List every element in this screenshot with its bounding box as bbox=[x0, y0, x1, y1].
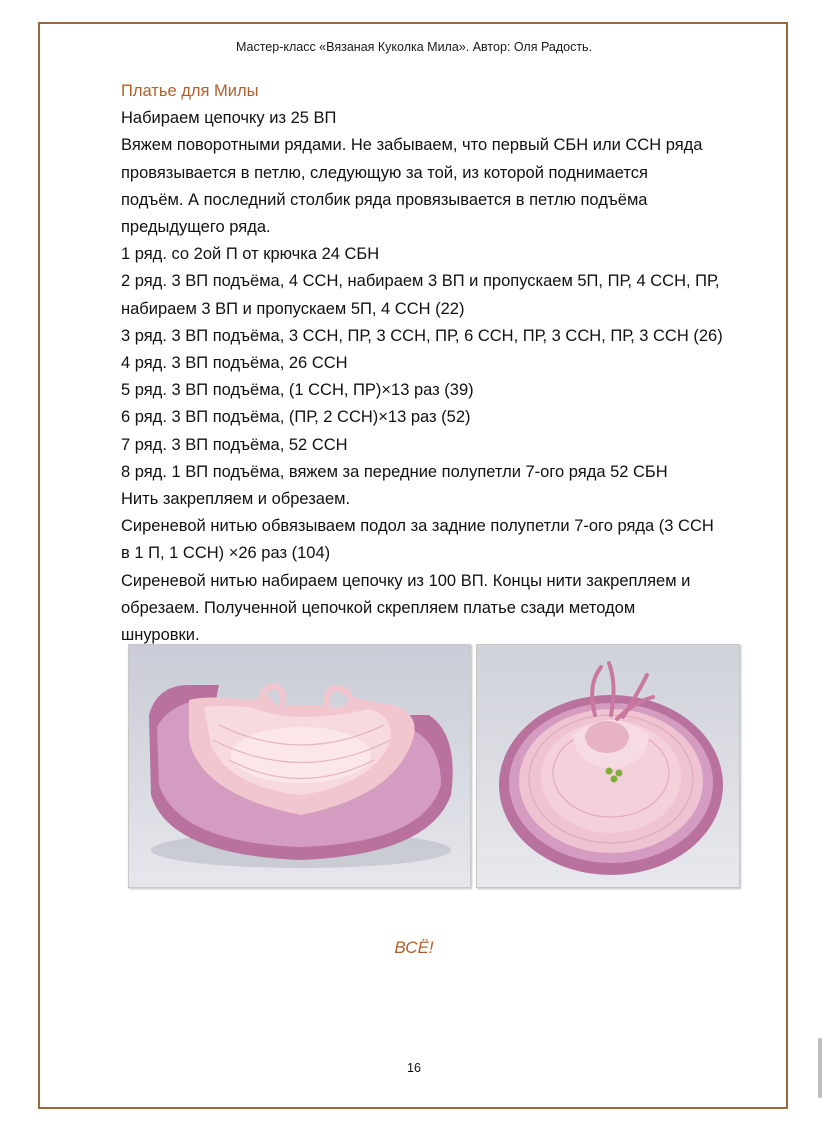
instructions bbox=[121, 78, 761, 649]
text-line: шнуровки. bbox=[121, 626, 200, 645]
text-line: 8 ряд. 1 ВП подъёма, вяжем за передние полупетли 7-ого ряда 52 СБН bbox=[121, 462, 668, 481]
text-line: подъём. А последний столбик ряда провязывается в петлю подъёма bbox=[121, 190, 648, 209]
closing-note: ВСЁ! bbox=[394, 938, 434, 957]
text-line: Сиреневой нитью набираем цепочку из 100 ВП. Концы нити закрепляем и bbox=[121, 571, 691, 590]
text-line: Набираем цепочку из 25 ВП bbox=[121, 109, 337, 128]
text-line: 2 ряд. 3 ВП подъёма, 4 ССН, набираем 3 ВП и пропускаем 5П, ПР, 4 ССН, ПР, bbox=[121, 272, 720, 291]
scrollbar[interactable] bbox=[818, 1038, 822, 1098]
text-line: обрезаем. Полученной цепочкой скрепляем платье сзади методом bbox=[121, 598, 636, 617]
text-line: 7 ряд. 3 ВП подъёма, 52 ССН bbox=[121, 435, 348, 454]
text-line: 5 ряд. 3 ВП подъёма, (1 ССН, ПР)×13 раз (39) bbox=[121, 381, 474, 400]
text-line: 6 ряд. 3 ВП подъёма, (ПР, 2 ССН)×13 раз (52) bbox=[121, 408, 471, 427]
text-line: Сиреневой нитью обвязываем подол за задние полупетли 7-ого ряда (3 ССН bbox=[121, 517, 714, 536]
dress-photo-side bbox=[128, 644, 471, 888]
text-line: 4 ряд. 3 ВП подъёма, 26 ССН bbox=[121, 354, 348, 373]
page-header: Мастер-класс «Вязаная Куколка Мила». Автор: Оля Радость. bbox=[235, 40, 593, 54]
text-line: Нить закрепляем и обрезаем. bbox=[121, 490, 351, 509]
text-line: 3 ряд. 3 ВП подъёма, 3 ССН, ПР, 3 ССН, ПР, 6 ССН, ПР, 3 ССН, ПР, 3 ССН (26) bbox=[121, 326, 723, 345]
section-title: Платье для Милы bbox=[121, 82, 259, 100]
text-line: предыдущего ряда. bbox=[121, 218, 271, 237]
text-line: провязывается в петлю, следующую за той, из которой поднимается bbox=[121, 163, 648, 182]
page-number: 16 bbox=[407, 1061, 421, 1075]
dress-photo-top bbox=[476, 644, 740, 888]
text-line: набираем 3 ВП и пропускаем 5П, 4 ССН (22) bbox=[121, 299, 465, 318]
text-line: 1 ряд. со 2ой П от крючка 24 СБН bbox=[121, 245, 380, 264]
text-line: Вяжем поворотными рядами. Не забываем, что первый СБН или ССН ряда bbox=[121, 136, 703, 155]
text-line: в 1 П, 1 ССН) ×26 раз (104) bbox=[121, 544, 331, 563]
photo-row bbox=[128, 644, 740, 888]
